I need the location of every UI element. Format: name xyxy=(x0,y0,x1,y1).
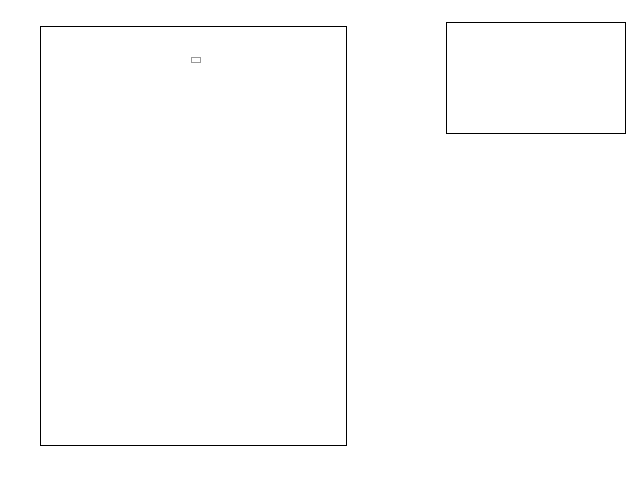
wind-barb-column xyxy=(392,26,420,444)
right-panel xyxy=(424,0,629,486)
legend xyxy=(191,57,201,63)
skewt-plot-area xyxy=(40,26,347,446)
hodograph xyxy=(446,22,626,134)
sounding-curves xyxy=(41,27,346,445)
